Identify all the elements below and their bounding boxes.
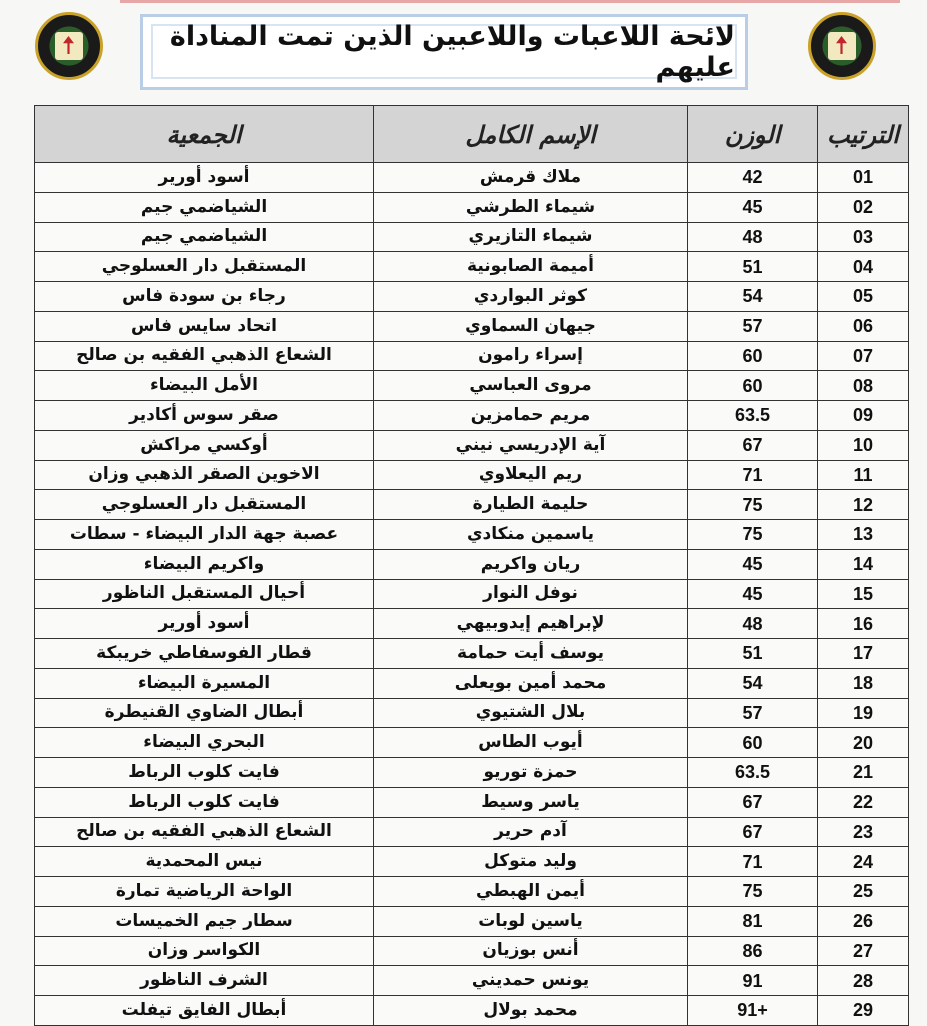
cell-rank: 09	[818, 401, 909, 431]
table-row	[35, 549, 909, 579]
cell-weight: 54	[688, 282, 818, 312]
title-frame	[151, 20, 737, 83]
cell-name: بلال الشتيوي	[374, 698, 688, 728]
cell-club: أوكسي مراكش	[35, 430, 374, 460]
cell-name: أنس بوزيان	[374, 936, 688, 966]
cell-name: كوثر البواردي	[374, 282, 688, 312]
cell-rank: 17	[818, 639, 909, 669]
page-title: لائحة اللاعبات واللاعبين الذين تمت المناداة عليهم	[169, 20, 735, 83]
cell-rank: 25	[818, 877, 909, 907]
cell-weight: 75	[688, 490, 818, 520]
cell-rank: 03	[818, 222, 909, 252]
cell-weight: 86	[688, 936, 818, 966]
cell-club: الكواسر وزان	[35, 936, 374, 966]
header-club: الجمعية	[35, 106, 374, 163]
table-row	[35, 282, 909, 312]
cell-weight: 51	[688, 252, 818, 282]
cell-club: المستقبل دار العسلوجي	[35, 490, 374, 520]
cell-name: وليد متوكل	[374, 847, 688, 877]
cell-rank: 04	[818, 252, 909, 282]
cell-weight: 45	[688, 192, 818, 222]
cell-name: نوفل النوار	[374, 579, 688, 609]
cell-weight: 57	[688, 311, 818, 341]
cell-club: المستقبل دار العسلوجي	[35, 252, 374, 282]
cell-weight: 48	[688, 222, 818, 252]
table-row	[35, 460, 909, 490]
table-row	[35, 341, 909, 371]
cell-name: آية الإدريسي نيني	[374, 430, 688, 460]
cell-name: يونس حمديني	[374, 966, 688, 996]
table-row	[35, 817, 909, 847]
cell-rank: 10	[818, 430, 909, 460]
cell-name: أيوب الطاس	[374, 728, 688, 758]
cell-weight: 48	[688, 609, 818, 639]
cell-weight: 57	[688, 698, 818, 728]
cell-club: الواحة الرياضية تمارة	[35, 877, 374, 907]
table-row	[35, 222, 909, 252]
cell-rank: 06	[818, 311, 909, 341]
federation-logo-left	[35, 12, 103, 80]
players-table	[34, 105, 909, 1026]
cell-club: واكريم البيضاء	[35, 549, 374, 579]
cell-weight: 67	[688, 430, 818, 460]
header-rank: الترتيب	[818, 106, 909, 163]
cell-rank: 28	[818, 966, 909, 996]
cell-club: الاخوين الصقر الذهبي وزان	[35, 460, 374, 490]
cell-rank: 15	[818, 579, 909, 609]
cell-rank: 19	[818, 698, 909, 728]
table-row	[35, 936, 909, 966]
federation-logo-right	[808, 12, 876, 80]
cell-weight: 63.5	[688, 758, 818, 788]
top-border-line	[120, 0, 900, 3]
table-row	[35, 847, 909, 877]
cell-club: فايت كلوب الرباط	[35, 787, 374, 817]
cell-rank: 11	[818, 460, 909, 490]
cell-name: ياسر وسيط	[374, 787, 688, 817]
table-row	[35, 966, 909, 996]
header-name: الإسم الكامل	[374, 106, 688, 163]
cell-rank: 05	[818, 282, 909, 312]
emblem-icon	[55, 32, 83, 60]
cell-club: قطار الفوسفاطي خريبكة	[35, 639, 374, 669]
cell-name: أميمة الصابونية	[374, 252, 688, 282]
cell-weight: 67	[688, 817, 818, 847]
table-body	[35, 163, 909, 1026]
cell-club: الأمل البيضاء	[35, 371, 374, 401]
cell-name: أيمن الهبطي	[374, 877, 688, 907]
cell-name: حمزة توريو	[374, 758, 688, 788]
table-row	[35, 163, 909, 193]
cell-club: أحيال المستقبل الناظور	[35, 579, 374, 609]
cell-name: مريم حمامزين	[374, 401, 688, 431]
cell-weight: 81	[688, 906, 818, 936]
table-row	[35, 668, 909, 698]
cell-weight: 42	[688, 163, 818, 193]
cell-rank: 18	[818, 668, 909, 698]
cell-club: نيس المحمدية	[35, 847, 374, 877]
cell-rank: 20	[818, 728, 909, 758]
cell-club: الشعاع الذهبي الفقيه بن صالح	[35, 341, 374, 371]
table-row	[35, 520, 909, 550]
cell-name: محمد بولال	[374, 996, 688, 1026]
emblem-icon	[828, 32, 856, 60]
cell-club: رجاء بن سودة فاس	[35, 282, 374, 312]
table-row	[35, 252, 909, 282]
cell-club: أبطال الفايق تيفلت	[35, 996, 374, 1026]
table-row	[35, 877, 909, 907]
cell-name: جيهان السماوي	[374, 311, 688, 341]
table-row	[35, 787, 909, 817]
cell-club: سطار جيم الخميسات	[35, 906, 374, 936]
cell-name: شيماء الطرشي	[374, 192, 688, 222]
table-row	[35, 311, 909, 341]
cell-club: فايت كلوب الرباط	[35, 758, 374, 788]
cell-rank: 22	[818, 787, 909, 817]
cell-club: صقر سوس أكادير	[35, 401, 374, 431]
cell-rank: 07	[818, 341, 909, 371]
title-box	[140, 14, 748, 90]
cell-club: الشياضمي جيم	[35, 192, 374, 222]
cell-weight: 71	[688, 460, 818, 490]
cell-name: ريم اليعلاوي	[374, 460, 688, 490]
cell-name: إسراء رامون	[374, 341, 688, 371]
table-header-row	[35, 106, 909, 163]
table-row	[35, 579, 909, 609]
cell-name: ملاك قرمش	[374, 163, 688, 193]
cell-weight: 91+	[688, 996, 818, 1026]
table-row	[35, 401, 909, 431]
cell-weight: 60	[688, 371, 818, 401]
cell-weight: 45	[688, 549, 818, 579]
cell-weight: 60	[688, 728, 818, 758]
table-row	[35, 996, 909, 1026]
cell-name: آدم حرير	[374, 817, 688, 847]
cell-weight: 54	[688, 668, 818, 698]
cell-club: المسيرة البيضاء	[35, 668, 374, 698]
cell-rank: 29	[818, 996, 909, 1026]
cell-club: عصبة جهة الدار البيضاء - سطات	[35, 520, 374, 550]
cell-rank: 08	[818, 371, 909, 401]
cell-club: أبطال الضاوي القنيطرة	[35, 698, 374, 728]
cell-rank: 16	[818, 609, 909, 639]
cell-rank: 23	[818, 817, 909, 847]
cell-rank: 13	[818, 520, 909, 550]
cell-rank: 24	[818, 847, 909, 877]
cell-name: لإبراهيم إيدوبيهي	[374, 609, 688, 639]
table-row	[35, 371, 909, 401]
cell-weight: 51	[688, 639, 818, 669]
cell-weight: 75	[688, 520, 818, 550]
cell-name: شيماء التازيري	[374, 222, 688, 252]
cell-rank: 14	[818, 549, 909, 579]
cell-club: البحري البيضاء	[35, 728, 374, 758]
cell-name: يوسف أيت حمامة	[374, 639, 688, 669]
cell-weight: 63.5	[688, 401, 818, 431]
cell-rank: 27	[818, 936, 909, 966]
header-weight: الوزن	[688, 106, 818, 163]
table-row	[35, 609, 909, 639]
table-row	[35, 698, 909, 728]
table-row	[35, 430, 909, 460]
cell-rank: 02	[818, 192, 909, 222]
cell-rank: 26	[818, 906, 909, 936]
cell-name: ياسمين منكادي	[374, 520, 688, 550]
cell-club: الشياضمي جيم	[35, 222, 374, 252]
cell-club: أسود أورير	[35, 163, 374, 193]
cell-name: حليمة الطيارة	[374, 490, 688, 520]
cell-weight: 71	[688, 847, 818, 877]
cell-weight: 67	[688, 787, 818, 817]
cell-weight: 45	[688, 579, 818, 609]
table-row	[35, 490, 909, 520]
table-row	[35, 906, 909, 936]
cell-weight: 60	[688, 341, 818, 371]
cell-club: أسود أورير	[35, 609, 374, 639]
table-row	[35, 728, 909, 758]
cell-weight: 75	[688, 877, 818, 907]
cell-club: الشعاع الذهبي الفقيه بن صالح	[35, 817, 374, 847]
cell-rank: 21	[818, 758, 909, 788]
cell-name: ريان واكريم	[374, 549, 688, 579]
table-row	[35, 758, 909, 788]
cell-rank: 01	[818, 163, 909, 193]
cell-name: ياسين لوبات	[374, 906, 688, 936]
cell-club: الشرف الناظور	[35, 966, 374, 996]
table-row	[35, 192, 909, 222]
cell-weight: 91	[688, 966, 818, 996]
cell-name: مروى العباسي	[374, 371, 688, 401]
cell-rank: 12	[818, 490, 909, 520]
table-row	[35, 639, 909, 669]
cell-club: اتحاد سايس فاس	[35, 311, 374, 341]
cell-name: محمد أمين بويعلى	[374, 668, 688, 698]
